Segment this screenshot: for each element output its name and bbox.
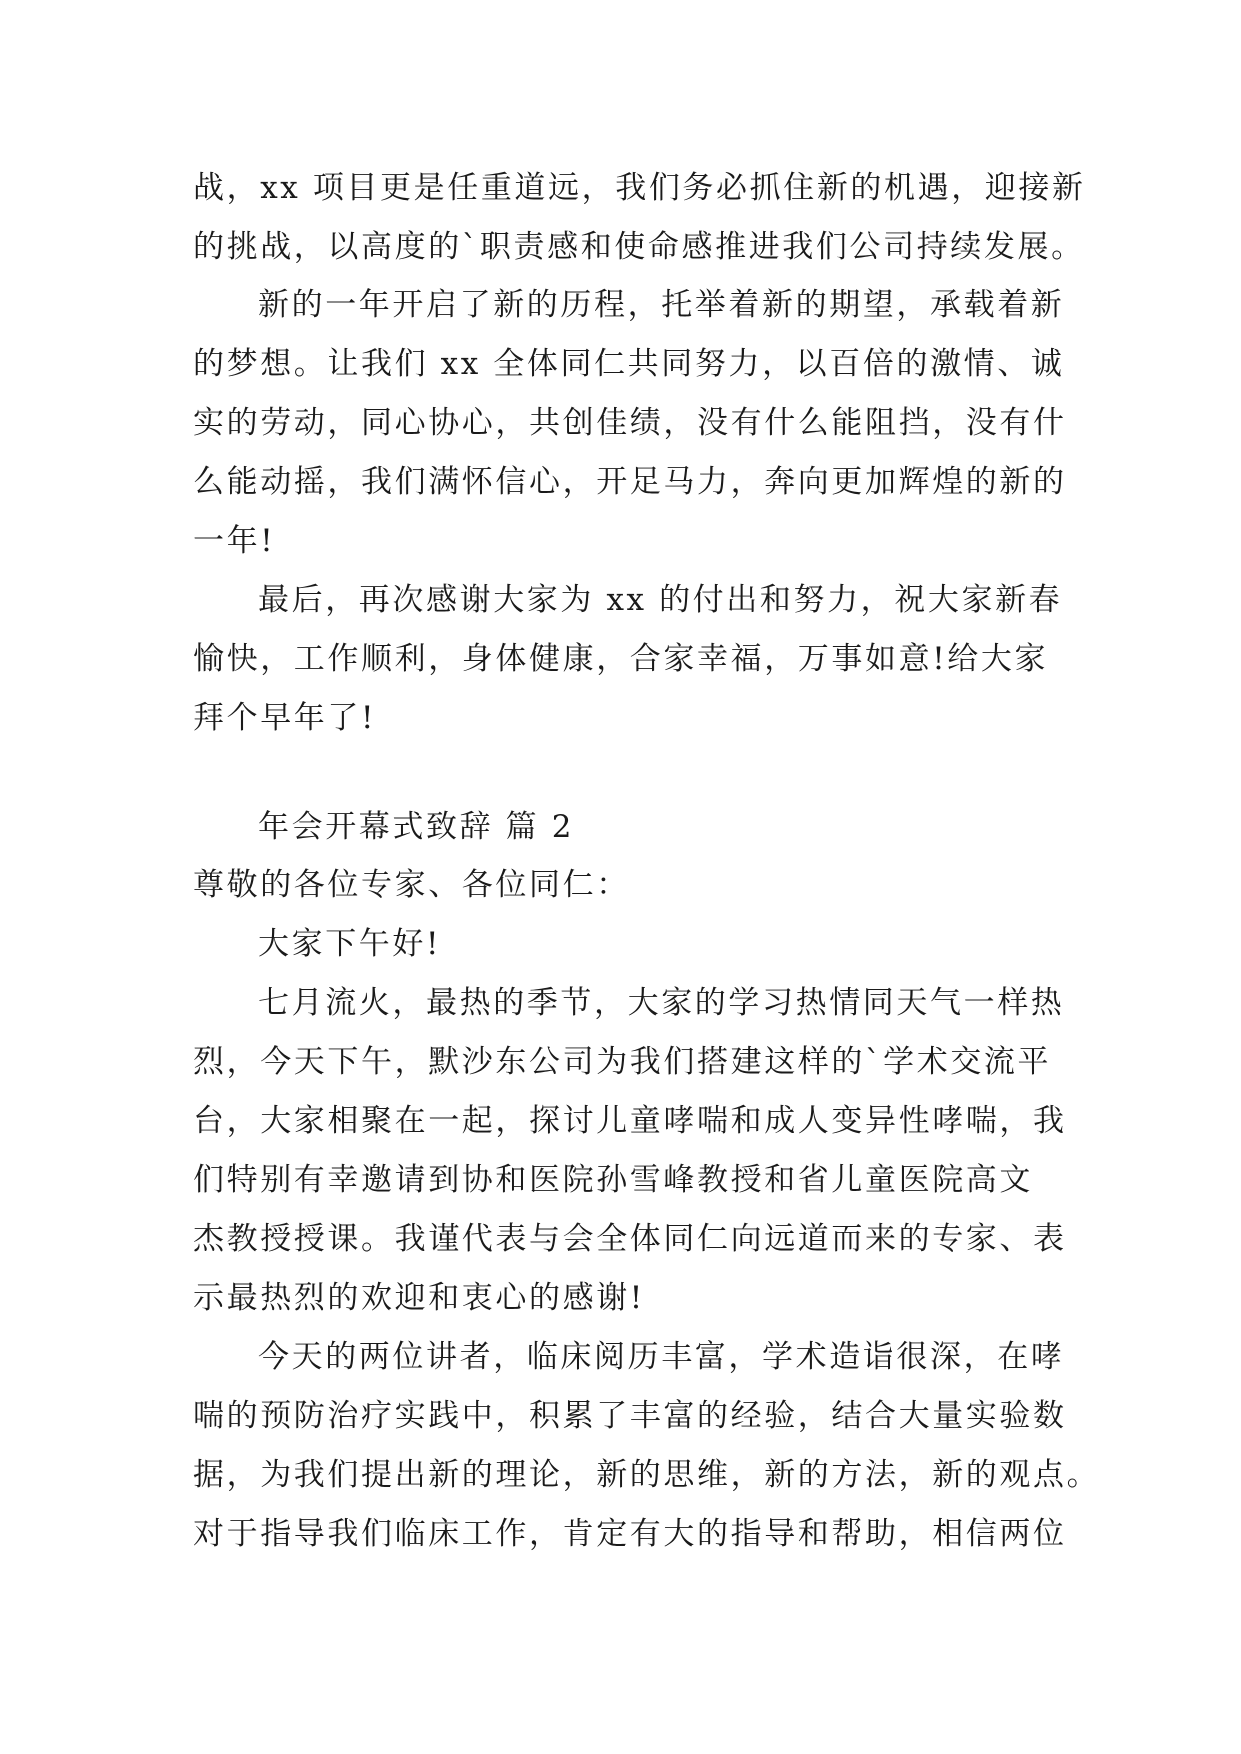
text-line-20: 今天的两位讲者，临床阅历丰富，学术造诣很深，在哮 bbox=[258, 1339, 1065, 1375]
text-line-1: 战，xx 项目更是任重道远，我们务必抓住新的机遇，迎接新 bbox=[193, 170, 1086, 206]
text-line-10: 拜个早年了! bbox=[193, 700, 377, 736]
text-line-15: 烈，今天下午，默沙东公司为我们搭建这样的`学术交流平 bbox=[193, 1044, 1052, 1080]
salutation: 尊敬的各位专家、各位同仁： bbox=[193, 867, 630, 903]
text-line-3: 新的一年开启了新的历程，托举着新的期望，承载着新 bbox=[258, 287, 1065, 323]
section-heading: 年会开幕式致辞 篇 2 bbox=[258, 809, 575, 845]
text-line-4: 的梦想。让我们 xx 全体同仁共同努力，以百倍的激情、诚 bbox=[193, 346, 1065, 382]
text-line-5: 实的劳动，同心协心，共创佳绩，没有什么能阻挡，没有什 bbox=[193, 405, 1067, 441]
text-line-2: 的挑战，以高度的`职责感和使命感推进我们公司持续发展。 bbox=[193, 229, 1085, 265]
text-line-6: 么能动摇，我们满怀信心，开足马力，奔向更加辉煌的新的 bbox=[193, 464, 1067, 500]
text-line-18: 杰教授授课。我谨代表与会全体同仁向远道而来的专家、表 bbox=[193, 1221, 1067, 1257]
text-line-8: 最后，再次感谢大家为 xx 的付出和努力，祝大家新春 bbox=[258, 582, 1063, 618]
text-line-17: 们特别有幸邀请到协和医院孙雪峰教授和省儿童医院高文 bbox=[193, 1162, 1033, 1198]
text-line-14: 七月流火，最热的季节，大家的学习热情同天气一样热 bbox=[258, 985, 1065, 1021]
text-line-21: 喘的预防治疗实践中，积累了丰富的经验，结合大量实验数 bbox=[193, 1398, 1067, 1434]
text-line-9: 愉快，工作顺利，身体健康，合家幸福，万事如意!给大家 bbox=[193, 641, 1049, 677]
text-line-16: 台，大家相聚在一起，探讨儿童哮喘和成人变异性哮喘，我 bbox=[193, 1103, 1067, 1139]
greeting: 大家下午好! bbox=[258, 926, 442, 962]
text-line-19: 示最热烈的欢迎和衷心的感谢! bbox=[193, 1280, 645, 1316]
text-line-7: 一年! bbox=[193, 523, 276, 559]
text-line-22: 据，为我们提出新的理论，新的思维，新的方法，新的观点。 bbox=[193, 1457, 1101, 1493]
text-line-23: 对于指导我们临床工作，肯定有大的指导和帮助，相信两位 bbox=[193, 1516, 1067, 1552]
